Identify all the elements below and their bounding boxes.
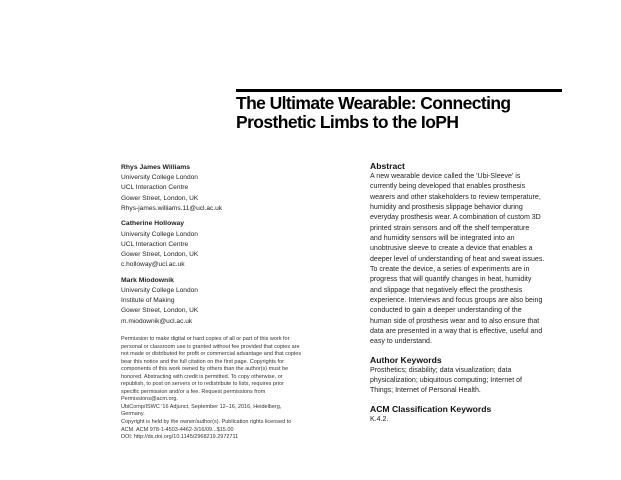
- paper-title: [236, 94, 576, 132]
- acm-keywords-body: [370, 415, 600, 425]
- acm-class-line: K.4.2.: [370, 415, 389, 423]
- author-address: Gower Street, London, UK: [121, 251, 199, 259]
- abstract-line: printed strain sensors and off the shelf temperature: [370, 224, 530, 232]
- author-department: UCL Interaction Centre: [121, 184, 189, 192]
- permission-line: components of this work owned by others than the author(s) must be: [121, 366, 289, 373]
- permission-notice: [121, 336, 361, 442]
- author-email: m.miodownik@ucl.ac.uk: [121, 317, 193, 325]
- copyright-line: ACM. ACM 978-1-4503-4462-3/16/09...$15.00: [121, 426, 234, 433]
- permission-line: Permission to make digital or hard copies of all or part of this work for: [121, 336, 290, 342]
- author-email: Rhys-james.williams.11@ucl.ac.uk: [121, 204, 223, 212]
- abstract-line: deeper level of understanding of heat and sweat issues.: [370, 255, 545, 263]
- copyright-line: Copyright is held by the owner/author(s). Publication rights licensed to: [121, 419, 292, 426]
- author-email: c.holloway@ucl.ac.uk: [121, 261, 185, 269]
- permission-line: personal or classroom use is granted without fee provided that copies are: [121, 343, 300, 350]
- author-affiliation: University College London: [121, 230, 198, 238]
- permission-line: specific permission and/or a fee. Request permissions from: [121, 388, 266, 395]
- author-name: Mark Miodownik: [121, 276, 174, 284]
- abstract-body: [370, 172, 600, 348]
- conference-line: UbiComp/ISWC '16 Adjunct, September 12–16, 2016, Heidelberg,: [121, 403, 282, 410]
- permission-line: honored. Abstracting with credit is permitted. To copy otherwise, or: [121, 373, 283, 380]
- abstract-line: conducted to gain a deeper understanding of the: [370, 307, 522, 315]
- abstract-line: and slippage that negatively effect the prosthesis: [370, 286, 523, 294]
- abstract-line: human side of prosthesis wear and to also ensure that: [370, 317, 540, 325]
- title-rule: [236, 89, 562, 92]
- author-department: Institute of Making: [121, 297, 175, 305]
- abstract-line: humidity and prosthesis slippage behavior during: [370, 203, 523, 211]
- keywords-line: Things; Internet of Personal Health.: [370, 387, 481, 395]
- author-affiliation: University College London: [121, 287, 198, 295]
- author-2: [121, 219, 331, 270]
- title-line-1: The Ultimate Wearable: Connecting: [236, 93, 511, 113]
- author-keywords-heading: Author Keywords: [370, 354, 442, 365]
- abstract-line: To create the device, a series of experiments are in: [370, 265, 530, 273]
- abstract-line: data are presented in a way that is effective, useful and: [370, 327, 543, 335]
- acm-keywords-heading: ACM Classification Keywords: [370, 403, 492, 414]
- author-3: [121, 276, 331, 327]
- abstract-line: currently being developed that enables prosthesis: [370, 183, 526, 191]
- author-affiliation: University College London: [121, 174, 198, 182]
- author-address: Gower Street, London, UK: [121, 307, 199, 315]
- keywords-line: physicalization; ubiquitous computing; Internet of: [370, 376, 522, 384]
- title-line-2: Prosthetic Limbs to the IoPH: [236, 112, 459, 132]
- abstract-line: unobtrusive sleeve to create a device that enables a: [370, 245, 533, 253]
- author-1: [121, 163, 331, 214]
- author-name: Catherine Holloway: [121, 220, 185, 228]
- permission-line: Permissions@acm.org.: [121, 396, 178, 403]
- author-keywords-body: [370, 366, 600, 397]
- abstract-line: A new wearable device called the 'Ubi-Sleeve' is: [370, 173, 521, 180]
- author-department: UCL Interaction Centre: [121, 240, 189, 248]
- author-address: Gower Street, London, UK: [121, 194, 199, 202]
- abstract-line: experience. Interviews and focus groups are also being: [370, 296, 543, 304]
- author-name: Rhys James Williams: [121, 164, 191, 171]
- permission-line: republish, to post on servers or to redistribute to lists, requires prior: [121, 381, 284, 388]
- author-block: [121, 163, 331, 332]
- abstract-line: wearers and other stakeholders to review temperature,: [370, 193, 541, 201]
- abstract-line: progress that will quantify changes in heat, humidity: [370, 276, 532, 284]
- conference-line: Germany.: [121, 411, 145, 418]
- doi-line: DOI: http://dx.doi.org/10.1145/2968219.2972711: [121, 434, 239, 441]
- abstract-line: and humidity sensors will be integrated into an: [370, 234, 515, 242]
- permission-line: not made or distributed for profit or commercial advantage and that copies: [121, 351, 302, 358]
- abstract-line: easy to understand.: [370, 338, 432, 346]
- permission-line: bear this notice and the full citation on the first page. Copyrights for: [121, 358, 284, 365]
- keywords-line: Prosthetics; disability; data visualization; data: [370, 366, 512, 374]
- abstract-heading: Abstract: [370, 161, 405, 171]
- abstract-line: everyday prosthesis wear. A combination of custom 3D: [370, 214, 541, 222]
- right-column: [370, 161, 600, 425]
